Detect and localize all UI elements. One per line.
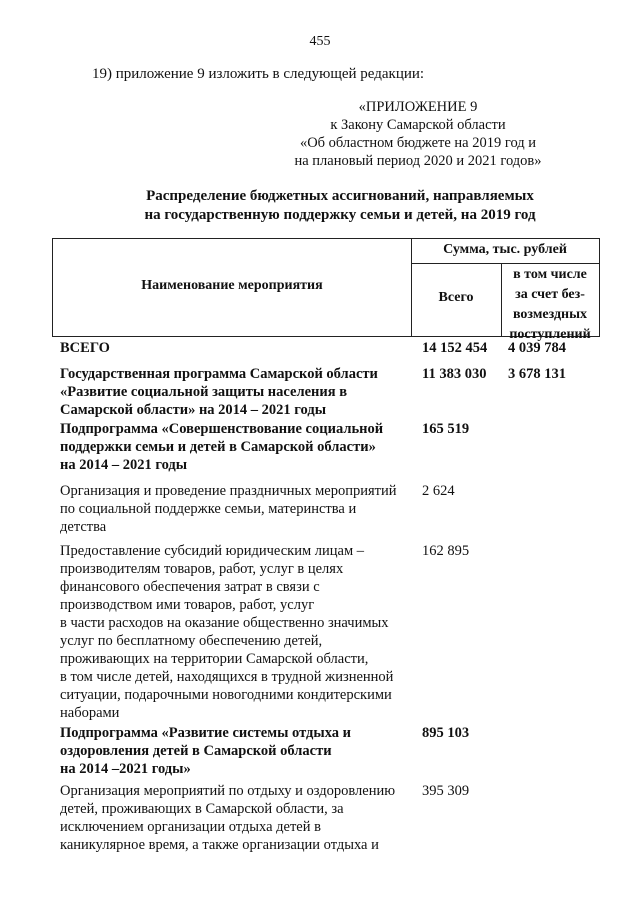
row-name	[60, 782, 408, 854]
header-sum: Сумма, тыс. рублей	[443, 242, 567, 257]
row-name-line: детства	[60, 519, 107, 535]
row-total: 14 152 454	[422, 340, 488, 356]
header-including	[501, 265, 599, 345]
row-name	[60, 365, 408, 419]
row-total: 162 895	[422, 543, 470, 559]
row-name-line: проживающих на территории Самарской области,	[60, 651, 369, 667]
row-name-line: оздоровления детей в Самарской области	[60, 743, 332, 759]
appendix-line: на плановый период 2020 и 2021 годов»	[294, 153, 542, 169]
row-name	[60, 542, 408, 722]
row-name-line: поддержки семьи и детей в Самарской области»	[60, 439, 376, 455]
header-including-line: возмездных	[512, 307, 588, 322]
intro-text: 19) приложение 9 изложить в следующей редакции:	[92, 66, 425, 82]
row-name-line: ситуации, подарочными новогодними кондитерскими	[60, 687, 392, 703]
row-total: 395 309	[422, 783, 470, 799]
row-name-line: Организация и проведение праздничных мероприятий	[60, 483, 397, 499]
header-including-line: поступлений	[509, 327, 591, 342]
row-name	[60, 339, 408, 357]
row-name-line: «Развитие социальной защиты населения в	[60, 384, 348, 400]
row-name-line: по социальной поддержке семьи, материнства и	[60, 501, 357, 517]
row-including: 3 678 131	[508, 366, 566, 382]
row-total: 165 519	[422, 421, 470, 437]
row-name	[60, 420, 408, 474]
row-name-line: детей, проживающих в Самарской области, за	[60, 801, 344, 817]
appendix-line: к Закону Самарской области	[330, 117, 506, 133]
row-name-line: Подпрограмма «Развитие системы отдыха и	[60, 725, 351, 741]
table-header	[52, 238, 600, 342]
row-name-line: Подпрограмма «Совершенствование социальной	[60, 421, 384, 437]
row-name-line: производителям товаров, работ, услуг в целях	[60, 561, 344, 577]
row-name-line: Самарской области» на 2014 – 2021 годы	[60, 402, 327, 418]
row-name-line: финансового обеспечения затрат в связи с	[60, 579, 320, 595]
row-total: 2 624	[422, 483, 455, 499]
row-name	[60, 482, 408, 536]
row-name-line: Организация мероприятий по отдыху и оздоровлению	[60, 783, 396, 799]
header-total: Всего	[438, 290, 474, 305]
row-including: 4 039 784	[508, 340, 566, 356]
row-name	[60, 724, 408, 778]
appendix-line: «Об областном бюджете на 2019 год и	[299, 135, 537, 151]
row-name-line: ВСЕГО	[60, 340, 110, 356]
row-name-line: на 2014 –2021 годы»	[60, 761, 191, 777]
row-total: 895 103	[422, 725, 470, 741]
header-name: Наименование мероприятия	[141, 278, 323, 293]
appendix-line: «ПРИЛОЖЕНИЕ 9	[358, 99, 478, 115]
row-name-line: наборами	[60, 705, 120, 721]
row-name-line: каникулярное время, а также организации отдыха и	[60, 837, 379, 853]
row-name-line: Предоставление субсидий юридическим лицам –	[60, 543, 364, 559]
page-number: 455	[309, 34, 331, 49]
header-including-line: за счет без-	[515, 287, 585, 302]
title-line: Распределение бюджетных ассигнований, направляемых	[146, 188, 534, 204]
row-name-line: исключением организации отдыха детей в	[60, 819, 321, 835]
row-name-line: Государственная программа Самарской области	[60, 366, 378, 382]
title-line: на государственную поддержку семьи и детей, на 2019 год	[144, 207, 536, 223]
row-name-line: в том числе детей, находящихся в трудной жизненной	[60, 669, 394, 685]
row-total: 11 383 030	[422, 366, 487, 382]
row-name-line: на 2014 – 2021 годы	[60, 457, 188, 473]
row-name-line: в части расходов на оказание общественно значимых	[60, 615, 389, 631]
document-title	[80, 187, 600, 225]
header-divider	[411, 263, 599, 264]
row-name-line: услуг по бесплатному обеспечению детей,	[60, 633, 323, 649]
appendix-header	[248, 98, 588, 170]
header-including-line: в том числе	[513, 267, 587, 282]
row-name-line: производством ими товаров, работ, услуг	[60, 597, 315, 613]
